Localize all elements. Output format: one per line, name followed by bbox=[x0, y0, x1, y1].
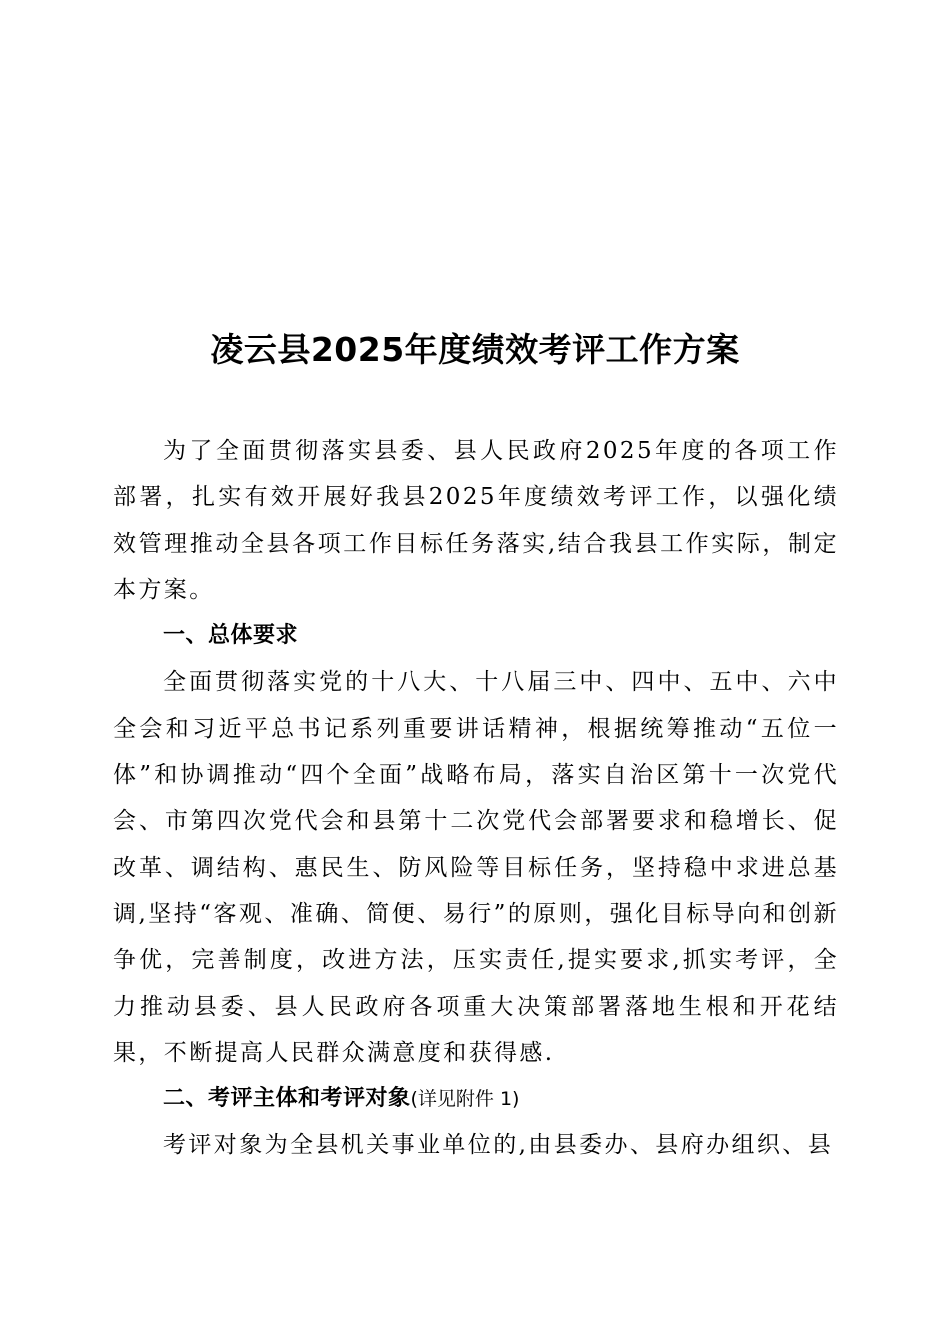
document-body bbox=[113, 428, 839, 1169]
section-1-heading: 一、总体要求 bbox=[163, 623, 299, 649]
document-title: 凌云县2025年度绩效考评工作方案 bbox=[210, 330, 740, 369]
section-2-note: (详见附件 1) bbox=[410, 1088, 520, 1111]
section-2-heading-line bbox=[113, 1076, 839, 1122]
section-2-paragraph: 考评对象为全县机关事业单位的,由县委办、县府办组织、县 bbox=[163, 1132, 834, 1159]
section-1-paragraph: 全面贯彻落实党的十八大、十八届三中、四中、五中、六中全会和习近平总书记系列重要讲话精神，根据统筹推动“五位一体”和协调推动“四个全面”战略布局，落实自治区第十一次党代会、市第四次党代会和县第十二次党代会部署要求和稳增长、促改革、调结构、惠民生、防风险等目标任务，坚持稳中求进总基调,坚持“客观、准确、简便、易行”的原则，强化目标导向和创新争优，完善制度，改进方法，压实责任,提实要求,抓实考评，全力推动县委、县人民政府各项重大决策部署落地生根和开花结果，不断提高人民群众满意度和获得感. bbox=[113, 669, 839, 1066]
intro-paragraph: 为了全面贯彻落实县委、县人民政府2025年度的各项工作部署，扎实有效开展好我县2025年度绩效考评工作，以强化绩效管理推动全县各项工作目标任务落实,结合我县工作实际，制定本方案。 bbox=[113, 438, 839, 603]
section-2-heading: 二、考评主体和考评对象 bbox=[163, 1086, 411, 1112]
